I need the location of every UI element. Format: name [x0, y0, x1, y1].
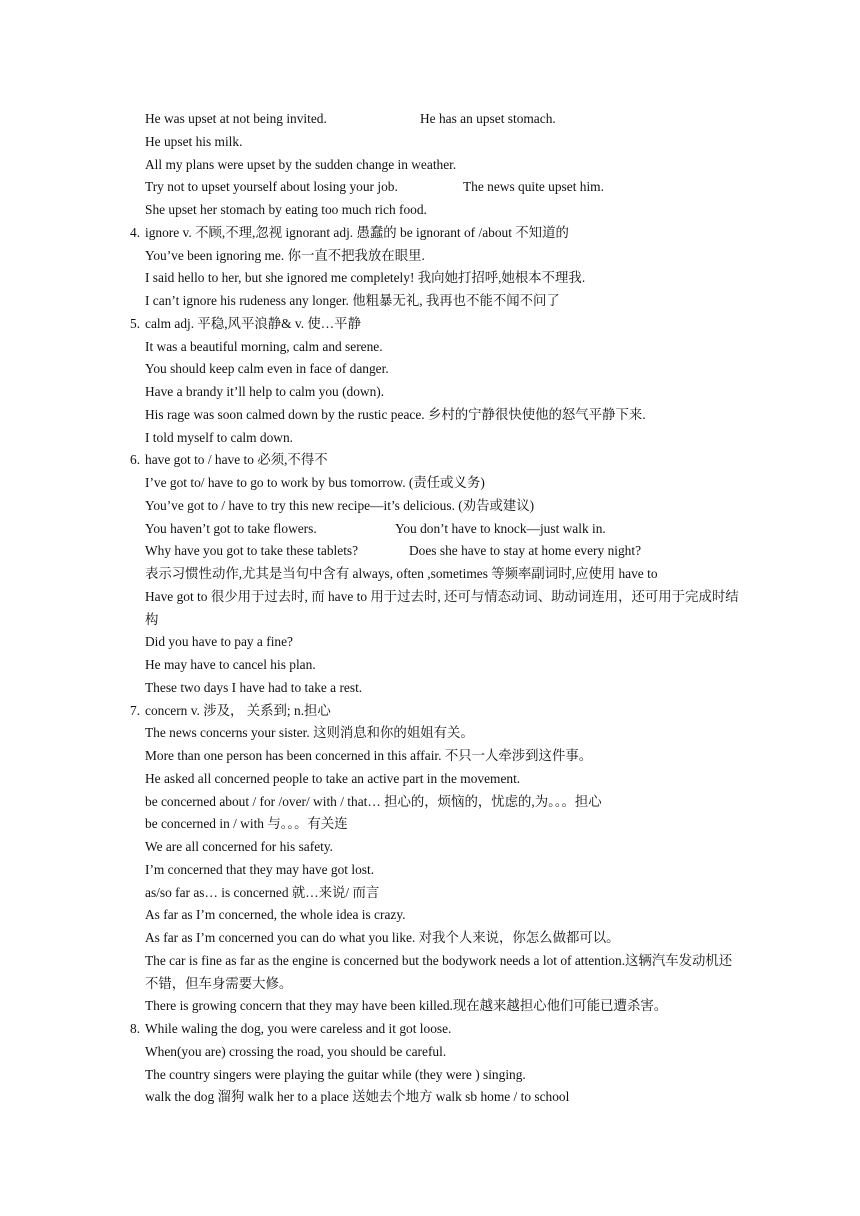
example-line: Have a brandy it’ll help to calm you (down).: [145, 384, 385, 399]
example-line: Did you have to pay a fine?: [145, 634, 293, 650]
example-line: These two days I have had to take a rest.: [145, 679, 363, 695]
example-line: More than one person has been concerned in this affair. 不只一人牵涉到这件事。: [145, 748, 593, 763]
example-line: You’ve got to / have to try this new recipe—it’s delicious. (劝告或建议): [145, 497, 535, 513]
note-line: Have got to 很少用于过去时, 而 have to 用于过去时, 还可与情态动词、助动词连用，还可用于完成时结构: [145, 588, 739, 627]
entry-title: concern v. 涉及， 关系到; n.担心: [145, 702, 331, 718]
example-line: There is growing concern that they may have been killed.现在越来越担心他们可能已遭杀害。: [145, 998, 668, 1014]
example-line: I can’t ignore his rudeness any longer. 他粗暴无礼, 我再也不能不闻不问了: [145, 293, 560, 308]
example-line: As far as I’m concerned, the whole idea is crazy.: [145, 907, 406, 923]
example-line: The country singers were playing the guitar while (they were ) singing.: [145, 1066, 526, 1082]
note-line: 表示习惯性动作,尤其是当句中含有 always, often ,sometimes 等频率副词时,应使用 have to: [145, 566, 658, 581]
document-body: [130, 108, 740, 1109]
entry-number: 5.: [130, 315, 141, 331]
example-text: Try not to upset yourself about losing your job.: [145, 179, 398, 195]
entry-heading-ignore: [130, 222, 740, 245]
example-line: walk the dog 溜狗 walk her to a place 送她去个地方 walk sb home / to school: [145, 1089, 570, 1105]
entry-heading-calm: [130, 313, 740, 336]
example-line: I’m concerned that they may have got lost.: [145, 861, 375, 877]
entry-heading-concern: [130, 700, 740, 723]
example-line: He asked all concerned people to take an active part in the movement.: [145, 770, 521, 786]
entry-number: 4.: [130, 224, 141, 240]
example-line: His rage was soon calmed down by the rustic peace. 乡村的宁静很快使他的怒气平静下来.: [145, 406, 646, 422]
example-line: He upset his milk.: [145, 133, 243, 149]
example-text: He was upset at not being invited.: [145, 111, 327, 126]
example-text: Does she have to stay at home every night?: [409, 543, 642, 559]
entry-title: While waling the dog, you were careless and it got loose.: [145, 1021, 452, 1036]
example-line: You should keep calm even in face of danger.: [145, 361, 389, 377]
example-line: I’ve got to/ have to go to work by bus tomorrow. (责任或义务): [145, 475, 485, 490]
example-line: As far as I’m concerned you can do what you like. 对我个人来说，你怎么做都可以。: [145, 930, 620, 945]
example-line: The car is fine as far as the engine is concerned but the bodywork needs a lot of attention.这辆汽车发动机还不错，但车身需要大修。: [145, 952, 733, 991]
entry-number: 6.: [130, 452, 141, 468]
example-line: [130, 518, 740, 541]
example-line: [130, 108, 740, 131]
entry-number: 8.: [130, 1021, 141, 1036]
example-line: All my plans were upset by the sudden change in weather.: [145, 156, 457, 172]
example-text: Why have you got to take these tablets?: [145, 543, 359, 559]
example-line: He may have to cancel his plan.: [145, 657, 316, 672]
entry-heading-have-got-to: [130, 449, 740, 472]
example-line: We are all concerned for his safety.: [145, 839, 334, 854]
example-line: The news concerns your sister. 这则消息和你的姐姐有关。: [145, 725, 474, 741]
entry-heading-while: [130, 1018, 740, 1041]
entry-title: ignore v. 不顾,不理,忽视 ignorant adj. 愚蠢的 be ignorant of /about 不知道的: [145, 224, 569, 240]
example-line: [130, 540, 740, 563]
example-text: The news quite upset him.: [463, 179, 604, 195]
entry-title: calm adj. 平稳,风平浪静& v. 使…平静: [145, 315, 361, 331]
entry-number: 7.: [130, 702, 141, 718]
example-line: I told myself to calm down.: [145, 429, 294, 445]
entry-title: have got to / have to 必须,不得不: [145, 452, 328, 468]
example-line: [130, 176, 740, 199]
example-line: be concerned in / with 与。。。有关连: [145, 816, 348, 832]
example-line: as/so far as… is concerned 就…来说/ 而言: [145, 884, 380, 900]
example-line: When(you are) crossing the road, you should be careful.: [145, 1043, 447, 1059]
example-line: be concerned about / for /over/ with / that… 担心的，烦恼的，忧虑的,为。。。担心: [145, 793, 602, 809]
example-text: He has an upset stomach.: [420, 111, 556, 126]
example-line: I said hello to her, but she ignored me completely! 我向她打招呼,她根本不理我.: [145, 270, 586, 286]
example-line: It was a beautiful morning, calm and serene.: [145, 338, 383, 354]
example-line: She upset her stomach by eating too much rich food.: [145, 202, 427, 217]
example-text: You don’t have to knock—just walk in.: [395, 520, 606, 536]
example-text: You haven’t got to take flowers.: [145, 520, 317, 536]
example-line: You’ve been ignoring me. 你一直不把我放在眼里.: [145, 247, 425, 263]
